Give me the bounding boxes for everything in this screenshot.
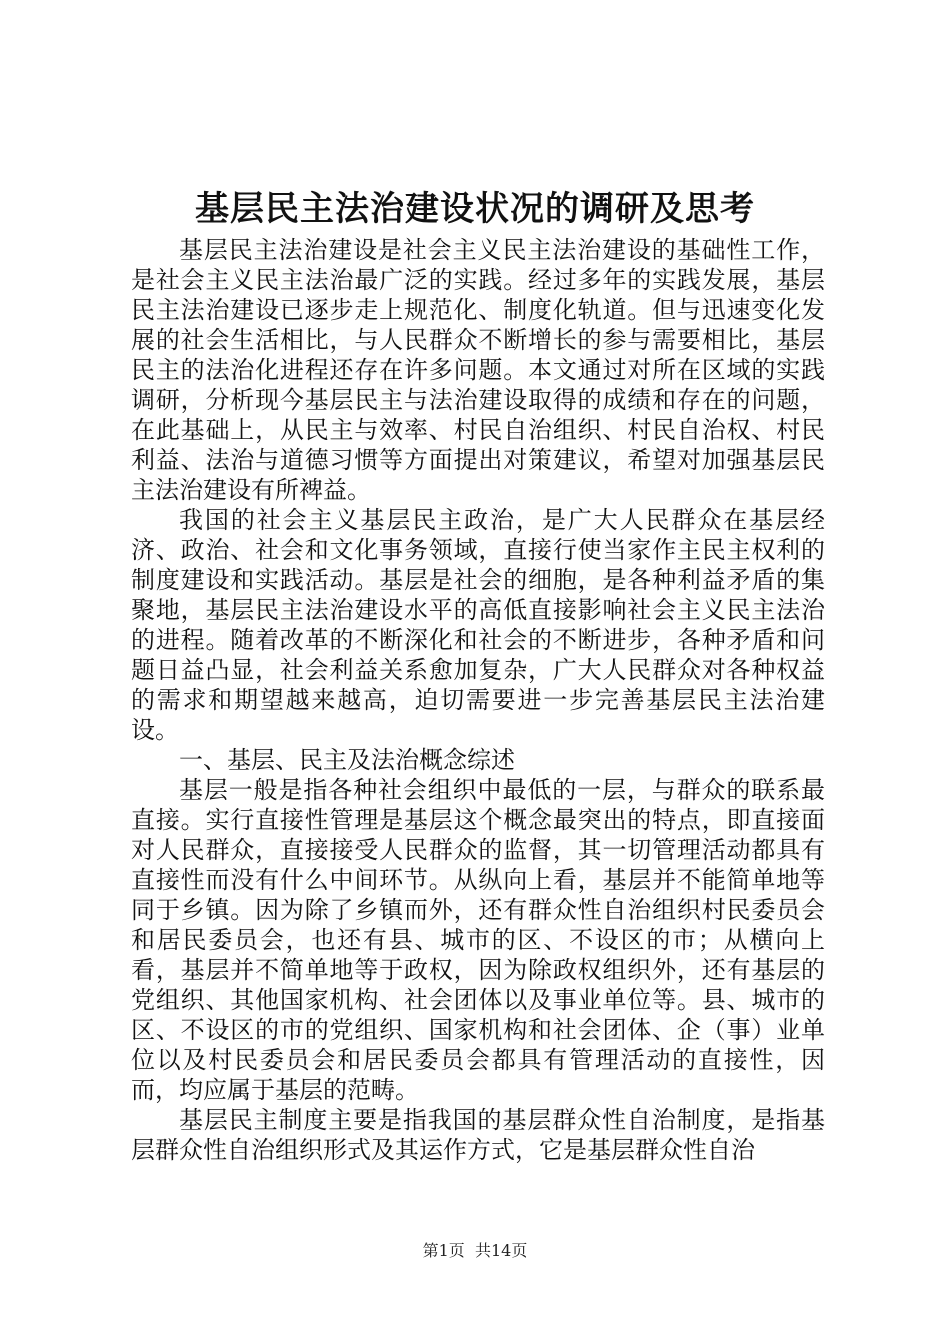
paragraph-basic-level-definition: 基层一般是指各种社会组织中最低的一层，与群众的联系最直接。实行直接性管理是基层这个概念最突出的特点，即直接面对人民群众，直接接受人民群众的监督，其一切管理活动都具有直接性而没有什么中间环节。从纵向上看，基层并不能简单地等同于乡镇。因为除了乡镇而外，还有群众性自治组织村民委员会和居民委员会，也还有县、城市的区、不设区的市；从横向上看，基层并不简单地等于政权，因为除政权组织外，还有基层的党组织、其他国家机构、社会团体以及事业单位等。县、城市的区、不设区的市的党组织、国家机构和社会团体、企（事）业单位以及村民委员会和居民委员会都具有管理活动的直接性，因而，均应属于基层的范畴。 — [131, 776, 825, 1104]
paragraph-background: 我国的社会主义基层民主政治，是广大人民群众在基层经济、政治、社会和文化事务领域，直接行使当家作主民主权利的制度建设和实践活动。基层是社会的细胞，是各种利益矛盾的集聚地，基层民主法治建设水平的高低直接影响社会主义民主法治的进程。随着改革的不断深化和社会的不断进步，各种矛盾和问题日益凸显，社会利益关系愈加复杂，广大人民群众对各种权益的需求和期望越来越高，迫切需要进一步完善基层民主法治建设。 — [131, 506, 825, 744]
total-pages: 共14页 — [474, 1241, 528, 1260]
page-number: 第1页 — [422, 1241, 465, 1260]
footer-separator — [465, 1241, 475, 1260]
document-body — [131, 235, 825, 1165]
page-footer — [0, 1240, 950, 1262]
paragraph-democracy-system: 基层民主制度主要是指我国的基层群众性自治制度，是指基层群众性自治组织形式及其运作方式，它是基层群众性自治 — [131, 1106, 825, 1164]
paragraph-intro: 基层民主法治建设是社会主义民主法治建设的基础性工作，是社会主义民主法治最广泛的实践。经过多年的实践发展，基层民主法治建设已逐步走上规范化、制度化轨道。但与迅速变化发展的社会生活相比，与人民群众不断增长的参与需要相比，基层民主的法治化进程还存在许多问题。本文通过对所在区域的实践调研，分析现今基层民主与法治建设取得的成绩和存在的问题，在此基础上，从民主与效率、村民自治组织、村民自治权、村民利益、法治与道德习惯等方面提出对策建议，希望对加强基层民主法治建设有所裨益。 — [131, 236, 825, 504]
document-title: 基层民主法治建设状况的调研及思考 — [195, 189, 755, 229]
section-heading: 一、基层、民主及法治概念综述 — [179, 746, 515, 774]
